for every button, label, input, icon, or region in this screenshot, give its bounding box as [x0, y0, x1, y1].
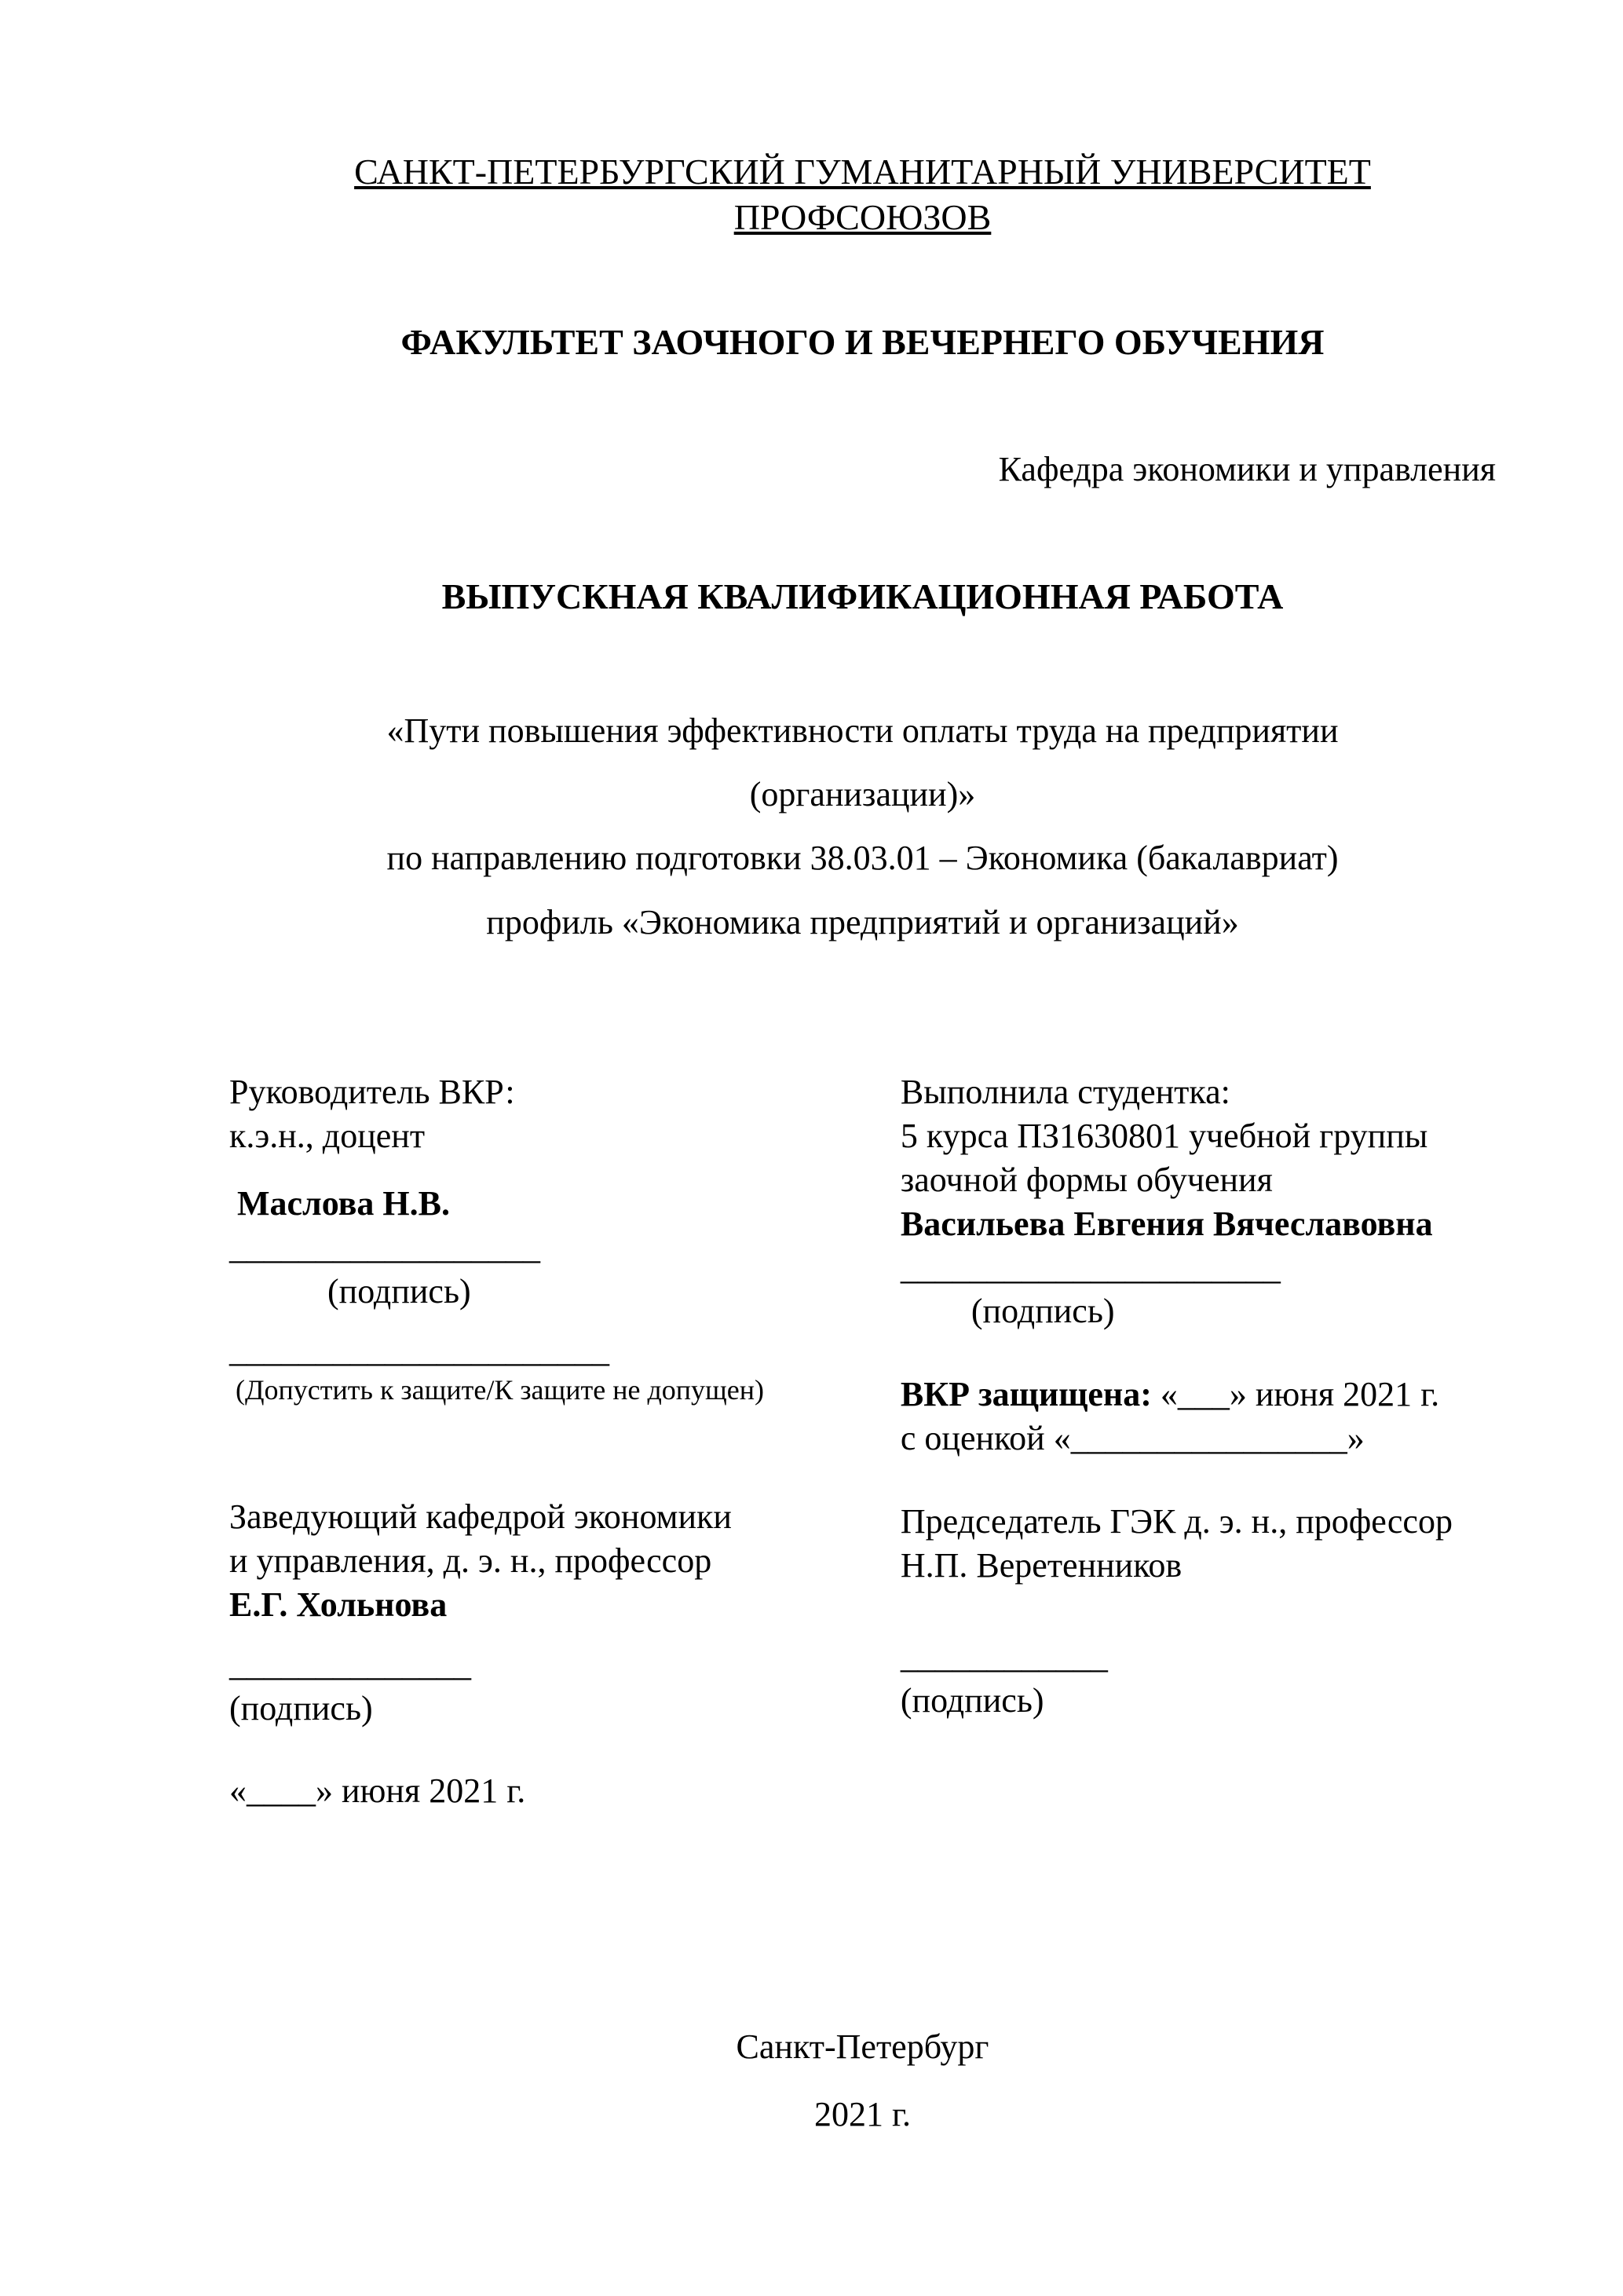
head-signature-line: ______________ [229, 1644, 471, 1684]
head-signature-caption: (подпись) [229, 1688, 373, 1727]
head-of-department-line1: Заведующий кафедрой экономики [229, 1497, 732, 1537]
defended-label: ВКР защищена: [900, 1375, 1152, 1414]
chairman-line1: Председатель ГЭК д. э. н., профессор [900, 1502, 1453, 1541]
thesis-title-line2: (организации)» [749, 774, 976, 813]
signature-section [229, 1070, 1496, 1813]
student-signature-caption: (подпись) [971, 1292, 1115, 1331]
chairman-signature-line: ____________ [900, 1636, 1108, 1676]
study-direction: по направлению подготовки 38.03.01 – Экономика (бакалавриат) [386, 839, 1339, 878]
student-signature-line: ______________________ [900, 1248, 1281, 1287]
footer [229, 2025, 1496, 2137]
supervisor-name: Маслова Н.В. [237, 1183, 450, 1223]
student-group: 5 курса ПЗ1630801 учебной группы [900, 1116, 1428, 1155]
student-column [901, 1070, 1496, 1813]
defended-date: «___» июня 2021 г. [1160, 1375, 1440, 1414]
supervisor-column [229, 1070, 901, 1813]
thesis-title-line1: «Пути повышения эффективности оплаты труда на предприятии [386, 711, 1339, 750]
chairman-signature-caption: (подпись) [900, 1680, 1044, 1720]
admission-line: ______________________ [229, 1331, 609, 1370]
university-name-line1: САНКТ-ПЕТЕРБУРГСКИЙ ГУМАНИТАРНЫЙ УНИВЕРСИТЕТ [354, 152, 1371, 192]
date-line: «____» июня 2021 г. [229, 1771, 526, 1811]
faculty-name: ФАКУЛЬТЕТ ЗАОЧНОГО И ВЕЧЕРНЕГО ОБУЧЕНИЯ [400, 321, 1325, 362]
student-label: Выполнила студентка: [900, 1073, 1230, 1112]
admission-caption: (Допустить к защите/К защите не допущен) [236, 1374, 765, 1406]
university-name-line2: ПРОФСОЮЗОВ [733, 197, 992, 238]
grade-line: с оценкой «________________» [900, 1419, 1365, 1458]
supervisor-label: Руководитель ВКР: [229, 1073, 515, 1112]
head-of-department-line2: и управления, д. э. н., профессор [229, 1541, 712, 1580]
supervisor-signature-caption: (подпись) [327, 1271, 471, 1311]
defended-line [901, 1373, 1496, 1417]
department-name: Кафедра экономики и управления [998, 450, 1496, 489]
supervisor-degree: к.э.н., доцент [229, 1116, 426, 1155]
footer-city: Санкт-Петербург [736, 2027, 989, 2067]
footer-year: 2021 г. [813, 2095, 912, 2134]
student-form: заочной формы обучения [900, 1160, 1273, 1199]
chairman-line2: Н.П. Веретенников [900, 1545, 1183, 1585]
head-of-department-name: Е.Г. Хольнова [229, 1585, 448, 1624]
thesis-title-block [229, 699, 1496, 955]
study-profile: профиль «Экономика предприятий и организаций» [486, 902, 1239, 941]
student-name: Васильева Евгения Вячеславовна [900, 1204, 1433, 1243]
work-type-title: ВЫПУСКНАЯ КВАЛИФИКАЦИОННАЯ РАБОТА [441, 576, 1284, 617]
supervisor-signature-line: __________________ [229, 1227, 540, 1267]
